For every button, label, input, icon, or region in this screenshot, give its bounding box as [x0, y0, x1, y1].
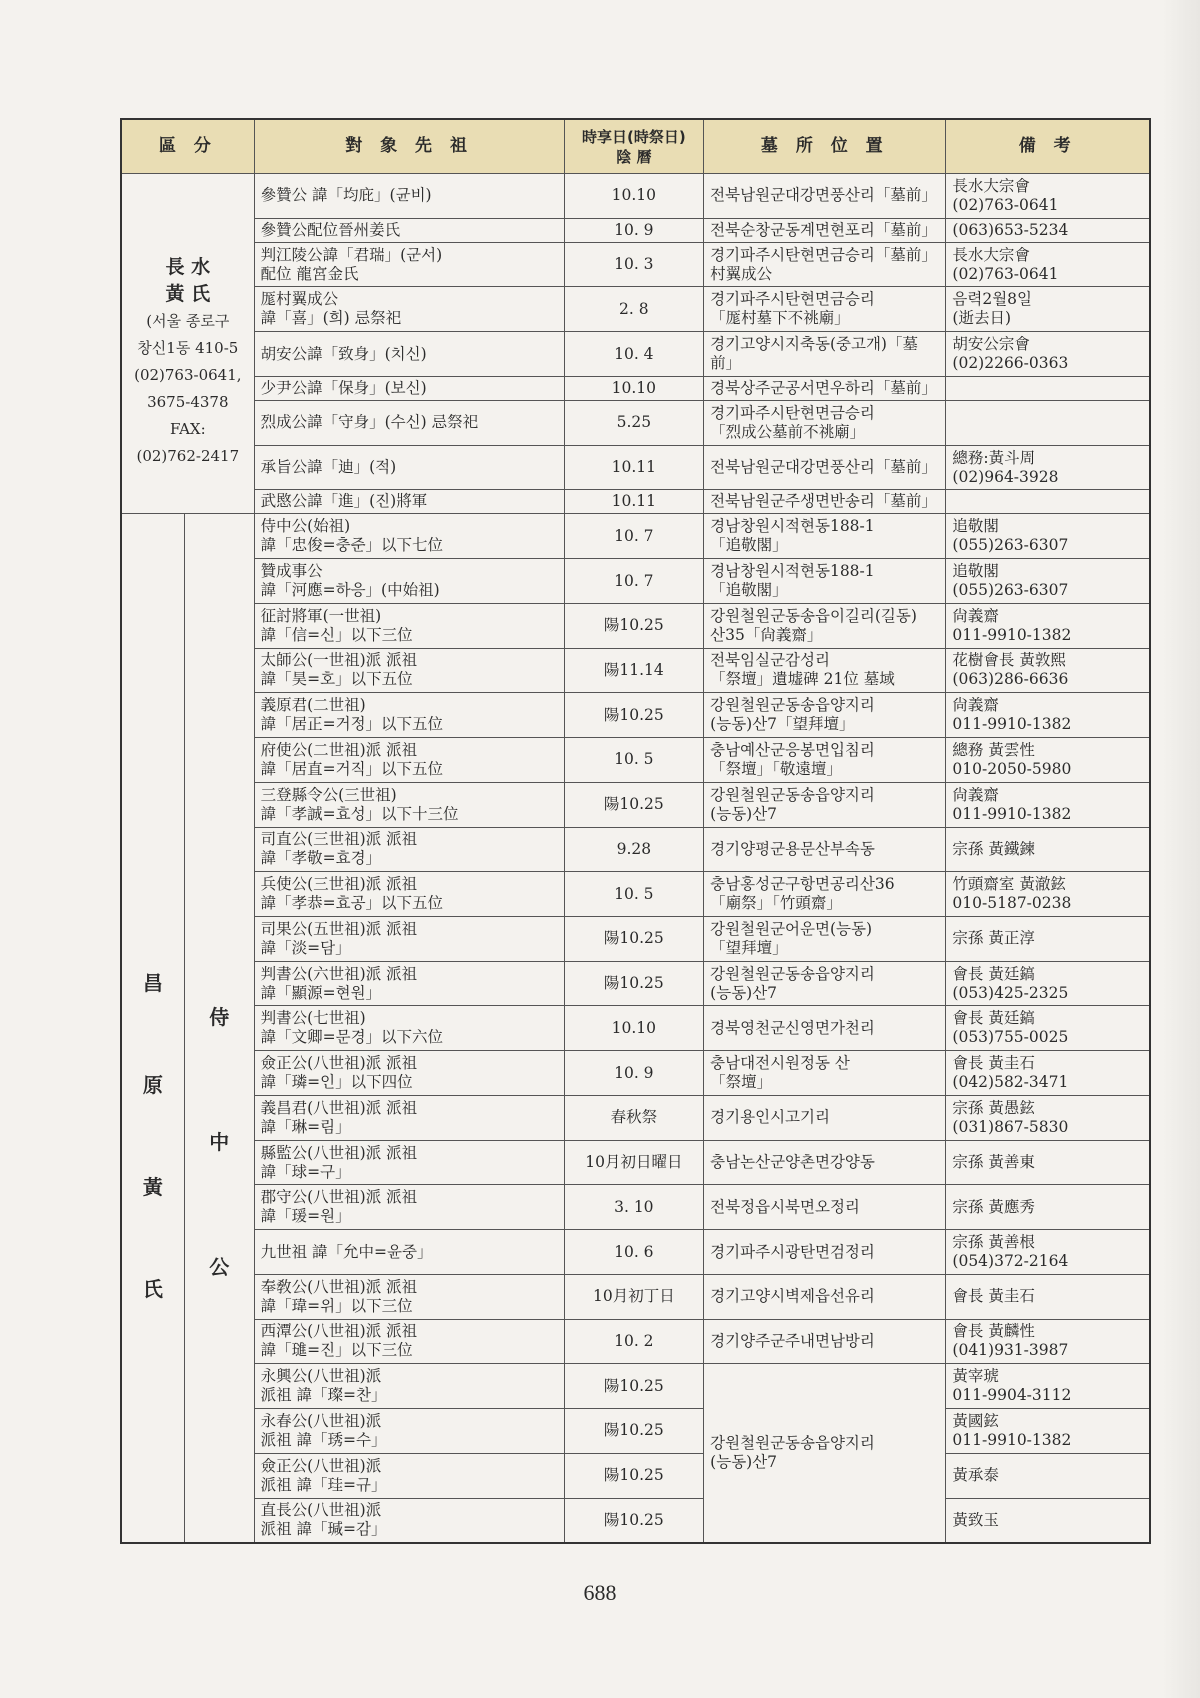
ancestor-cell: 僉正公(八世祖)派 派祖 諱「璘=인」以下四位	[254, 1051, 564, 1096]
date-cell: 10. 5	[564, 738, 704, 783]
ancestor-cell: 九世祖 諱「允中=윤중」	[254, 1230, 564, 1275]
group-name: 長 水 黃 氏	[165, 255, 211, 305]
location-cell: 경기용인시고기리	[704, 1095, 946, 1140]
table-row	[121, 782, 1150, 827]
date-cell: 10.11	[564, 445, 704, 490]
note-cell: 宗孫 黃正淳	[946, 917, 1150, 962]
table-row	[121, 648, 1150, 693]
group-address: (서울 종로구 창신1동 410-5 (02)763-0641, 3675-4378 FAX: (02)762-2417	[134, 311, 242, 465]
table-row	[121, 1274, 1150, 1319]
ancestor-cell: 判江陵公諱「君瑞」(군서) 配位 龍宮金氏	[254, 242, 564, 287]
table-row	[121, 693, 1150, 738]
ancestor-cell: 侍中公(始祖) 諱「忠俊=충준」以下七位	[254, 514, 564, 559]
ancestor-cell: 三登縣令公(三世祖) 諱「孝誠=효성」以下十三位	[254, 782, 564, 827]
note-cell: 尙義齋 011-9910-1382	[946, 693, 1150, 738]
date-cell: 陽10.25	[564, 782, 704, 827]
note-cell: 會長 黃圭石	[946, 1274, 1150, 1319]
ancestor-cell: 永興公(八世祖)派 派祖 諱「璨=찬」	[254, 1364, 564, 1409]
note-cell: (063)653-5234	[946, 218, 1150, 242]
date-cell: 10. 7	[564, 559, 704, 604]
table-row	[121, 1051, 1150, 1096]
location-cell: 충남논산군양촌면강양동	[704, 1140, 946, 1185]
table-row	[121, 332, 1150, 377]
table-row	[121, 827, 1150, 872]
date-cell: 10. 6	[564, 1230, 704, 1275]
location-cell: 전북남원군주생면반송리「墓前」	[704, 490, 946, 514]
location-cell: 경기양주군주내면남방리	[704, 1319, 946, 1364]
table-row	[121, 1319, 1150, 1364]
table-row	[121, 1498, 1150, 1543]
table-row	[121, 559, 1150, 604]
table-row	[121, 445, 1150, 490]
ancestor-cell: 司直公(三世祖)派 派祖 諱「孝敬=효경」	[254, 827, 564, 872]
ancestor-cell: 贊成事公 諱「河應=하응」(中始祖)	[254, 559, 564, 604]
header-ancestor: 對 象 先 祖	[254, 119, 564, 174]
group-name-char: 黃	[142, 1175, 163, 1200]
ancestor-cell: 奉敎公(八世祖)派 派祖 諱「瑋=위」以下三位	[254, 1274, 564, 1319]
note-cell: 宗孫 黃愚鉉 (031)867-5830	[946, 1095, 1150, 1140]
table-row	[121, 1364, 1150, 1409]
location-cell: 경북상주군공서면우하리「墓前」	[704, 376, 946, 400]
location-cell: 경기파주시탄현면금승리 「烈成公墓前不祧廟」	[704, 400, 946, 445]
location-cell: 경남창원시적현동188-1 「追敬閣」	[704, 559, 946, 604]
note-cell: 음력2월8일 (逝去日)	[946, 287, 1150, 332]
table-header-row	[121, 119, 1150, 174]
ancestor-cell: 烈成公諱「守身」(수신) 忌祭祀	[254, 400, 564, 445]
note-cell: 宗孫 黃善東	[946, 1140, 1150, 1185]
note-cell: 長水大宗會 (02)763-0641	[946, 174, 1150, 219]
ancestor-cell: 縣監公(八世祖)派 派祖 諱「球=구」	[254, 1140, 564, 1185]
note-cell: 追敬閣 (055)263-6307	[946, 514, 1150, 559]
header-group: 區 分	[121, 119, 254, 174]
note-cell: 尙義齋 011-9910-1382	[946, 603, 1150, 648]
subgroup-name-char: 中	[209, 1130, 230, 1155]
note-cell: 黃致玉	[946, 1498, 1150, 1543]
table-row	[121, 174, 1150, 219]
note-cell: 黃宰琥 011-9904-3112	[946, 1364, 1150, 1409]
note-cell: 宗孫 黃善根 (054)372-2164	[946, 1230, 1150, 1275]
ancestor-cell: 太師公(一世祖)派 派祖 諱「昊=호」以下五位	[254, 648, 564, 693]
ancestor-cell: 永春公(八世祖)派 派祖 諱「琇=수」	[254, 1409, 564, 1454]
note-cell: 黃國鉉 011-9910-1382	[946, 1409, 1150, 1454]
location-cell: 강원철원군동송읍양지리 (능동)산7	[704, 782, 946, 827]
ancestor-cell: 司果公(五世祖)派 派祖 諱「淡=담」	[254, 917, 564, 962]
date-cell: 陽10.25	[564, 693, 704, 738]
ancestor-cell: 判書公(六世祖)派 派祖 諱「顯源=현원」	[254, 961, 564, 1006]
date-cell: 陽10.25	[564, 1409, 704, 1454]
location-cell: 경기파주시탄현면금승리「墓前」 村翼成公	[704, 242, 946, 287]
date-cell: 陽11.14	[564, 648, 704, 693]
page-edge-shadow	[1162, 0, 1200, 1698]
page-number: 688	[583, 1580, 617, 1605]
date-cell: 10. 4	[564, 332, 704, 377]
ancestor-cell: 郡守公(八世祖)派 派祖 諱「瑗=원」	[254, 1185, 564, 1230]
subgroup-name-char: 侍	[209, 1005, 230, 1030]
header-date: 時享日(時祭日) 陰 曆	[564, 119, 704, 174]
note-cell: 尙義齋 011-9910-1382	[946, 782, 1150, 827]
ancestor-cell: 僉正公(八世祖)派 派祖 諱「珪=규」	[254, 1453, 564, 1498]
note-cell: 竹頭齋室 黃澈鉉 010-5187-0238	[946, 872, 1150, 917]
date-cell: 10. 9	[564, 218, 704, 242]
location-cell: 강원철원군동송읍양지리 (능동)산7	[704, 961, 946, 1006]
ancestor-cell: 厖村翼成公 諱「喜」(희) 忌祭祀	[254, 287, 564, 332]
ancestor-cell: 參贊公 諱「均庇」(균비)	[254, 174, 564, 219]
date-cell: 10.11	[564, 490, 704, 514]
date-cell: 9.28	[564, 827, 704, 872]
ancestor-cell: 承旨公諱「迪」(적)	[254, 445, 564, 490]
table-row	[121, 1453, 1150, 1498]
header-location: 墓 所 位 置	[704, 119, 946, 174]
date-cell: 10.10	[564, 174, 704, 219]
note-cell: 長水大宗會 (02)763-0641	[946, 242, 1150, 287]
ancestor-cell: 兵使公(三世祖)派 派祖 諱「孝恭=효공」以下五位	[254, 872, 564, 917]
note-cell: 總務:黃斗周 (02)964-3928	[946, 445, 1150, 490]
group-changwon	[121, 514, 184, 1543]
location-cell: 경북영천군신영면가천리	[704, 1006, 946, 1051]
date-cell: 10月初丁日	[564, 1274, 704, 1319]
table-row	[121, 961, 1150, 1006]
table-row	[121, 490, 1150, 514]
date-cell: 2. 8	[564, 287, 704, 332]
location-cell: 충남대전시원정동 산 「祭壇」	[704, 1051, 946, 1096]
date-cell: 陽10.25	[564, 1364, 704, 1409]
table-row	[121, 603, 1150, 648]
ancestor-cell: 參贊公配位晉州姜氏	[254, 218, 564, 242]
table-row	[121, 218, 1150, 242]
ancestor-cell: 武愍公諱「進」(진)將軍	[254, 490, 564, 514]
table-row	[121, 738, 1150, 783]
group-jangsu	[121, 174, 254, 514]
table-row	[121, 376, 1150, 400]
group-name-char: 氏	[142, 1277, 163, 1302]
date-cell: 陽10.25	[564, 603, 704, 648]
note-cell: 會長 黃廷鎬 (053)755-0025	[946, 1006, 1150, 1051]
note-cell: 會長 黃廷鎬 (053)425-2325	[946, 961, 1150, 1006]
table-row	[121, 872, 1150, 917]
location-cell: 경남창원시적현동188-1 「追敬閣」	[704, 514, 946, 559]
location-cell: 경기양평군용문산부속동	[704, 827, 946, 872]
subgroup-name-char: 公	[209, 1255, 230, 1280]
ancestral-rites-table	[120, 118, 1151, 1544]
ancestor-cell: 府使公(二世祖)派 派祖 諱「居直=거직」以下五位	[254, 738, 564, 783]
note-cell	[946, 376, 1150, 400]
note-cell: 黃承泰	[946, 1453, 1150, 1498]
date-cell: 10.10	[564, 376, 704, 400]
date-cell: 10. 7	[564, 514, 704, 559]
date-cell: 陽10.25	[564, 1453, 704, 1498]
ancestor-cell: 判書公(七世祖) 諱「文卿=문경」以下六位	[254, 1006, 564, 1051]
note-cell: 追敬閣 (055)263-6307	[946, 559, 1150, 604]
location-cell: 전북정읍시북면오정리	[704, 1185, 946, 1230]
table-row	[121, 1095, 1150, 1140]
table-row	[121, 917, 1150, 962]
date-cell: 10. 3	[564, 242, 704, 287]
note-cell: 宗孫 黃應秀	[946, 1185, 1150, 1230]
ancestor-cell: 義昌君(八世祖)派 派祖 諱「琳=림」	[254, 1095, 564, 1140]
ancestor-cell: 少尹公諱「保身」(보신)	[254, 376, 564, 400]
location-cell: 전북남원군대강면풍산리「墓前」	[704, 174, 946, 219]
location-cell: 충남홍성군구항면공리산36 「廟祭」「竹頭齋」	[704, 872, 946, 917]
ancestor-cell: 義原君(二世祖) 諱「居正=거정」以下五位	[254, 693, 564, 738]
date-cell: 10月初日曜日	[564, 1140, 704, 1185]
location-cell-shared: 강원철원군동송읍양지리 (능동)산7	[704, 1364, 946, 1543]
table-row	[121, 1140, 1150, 1185]
table-row	[121, 287, 1150, 332]
note-cell: 會長 黃麟性 (041)931-3987	[946, 1319, 1150, 1364]
date-cell: 陽10.25	[564, 1498, 704, 1543]
location-cell: 경기고양시벽제읍선유리	[704, 1274, 946, 1319]
table-row	[121, 1185, 1150, 1230]
location-cell: 강원철원군동송읍양지리 (능동)산7「望拜壇」	[704, 693, 946, 738]
date-cell: 3. 10	[564, 1185, 704, 1230]
date-cell: 陽10.25	[564, 961, 704, 1006]
date-cell: 10. 2	[564, 1319, 704, 1364]
location-cell: 경기고양시지축동(중고개)「墓前」	[704, 332, 946, 377]
header-note: 備 考	[946, 119, 1150, 174]
note-cell	[946, 400, 1150, 445]
table-row	[121, 242, 1150, 287]
note-cell: 會長 黃圭石 (042)582-3471	[946, 1051, 1150, 1096]
note-cell: 總務 黃雲性 010-2050-5980	[946, 738, 1150, 783]
location-cell: 전북남원군대강면풍산리「墓前」	[704, 445, 946, 490]
date-cell: 春秋祭	[564, 1095, 704, 1140]
group-name-char: 原	[142, 1073, 163, 1098]
location-cell: 강원철원군어운면(능동) 「望拜壇」	[704, 917, 946, 962]
location-cell: 전북순창군동계면현포리「墓前」	[704, 218, 946, 242]
table-row	[121, 1409, 1150, 1454]
location-cell: 강원철원군동송읍이길리(길동) 산35「尙義齋」	[704, 603, 946, 648]
ancestor-cell: 西潭公(八世祖)派 派祖 諱「璡=진」以下三位	[254, 1319, 564, 1364]
table-row	[121, 1006, 1150, 1051]
ancestor-cell: 胡安公諱「致身」(치신)	[254, 332, 564, 377]
group-name-char: 昌	[142, 971, 163, 996]
date-cell: 10.10	[564, 1006, 704, 1051]
location-cell: 경기파주시탄현면금승리 「厖村墓下不祧廟」	[704, 287, 946, 332]
subgroup-sijung	[184, 514, 254, 1543]
date-cell: 10. 9	[564, 1051, 704, 1096]
date-cell: 陽10.25	[564, 917, 704, 962]
note-cell: 花樹會長 黃敦熙 (063)286-6636	[946, 648, 1150, 693]
ancestor-cell: 直長公(八世祖)派 派祖 諱「瑊=감」	[254, 1498, 564, 1543]
table-row	[121, 400, 1150, 445]
date-cell: 5.25	[564, 400, 704, 445]
table-row	[121, 1230, 1150, 1275]
location-cell: 전북임실군감성리 「祭壇」遺墟碑 21位 墓域	[704, 648, 946, 693]
location-cell: 경기파주시광탄면검정리	[704, 1230, 946, 1275]
ancestor-cell: 征討將軍(一世祖) 諱「信=신」以下三位	[254, 603, 564, 648]
note-cell: 宗孫 黃鐵鍊	[946, 827, 1150, 872]
date-cell: 10. 5	[564, 872, 704, 917]
table-row	[121, 514, 1150, 559]
note-cell	[946, 490, 1150, 514]
location-cell: 충남예산군응봉면입침리 「祭壇」「敬遠壇」	[704, 738, 946, 783]
note-cell: 胡安公宗會 (02)2266-0363	[946, 332, 1150, 377]
